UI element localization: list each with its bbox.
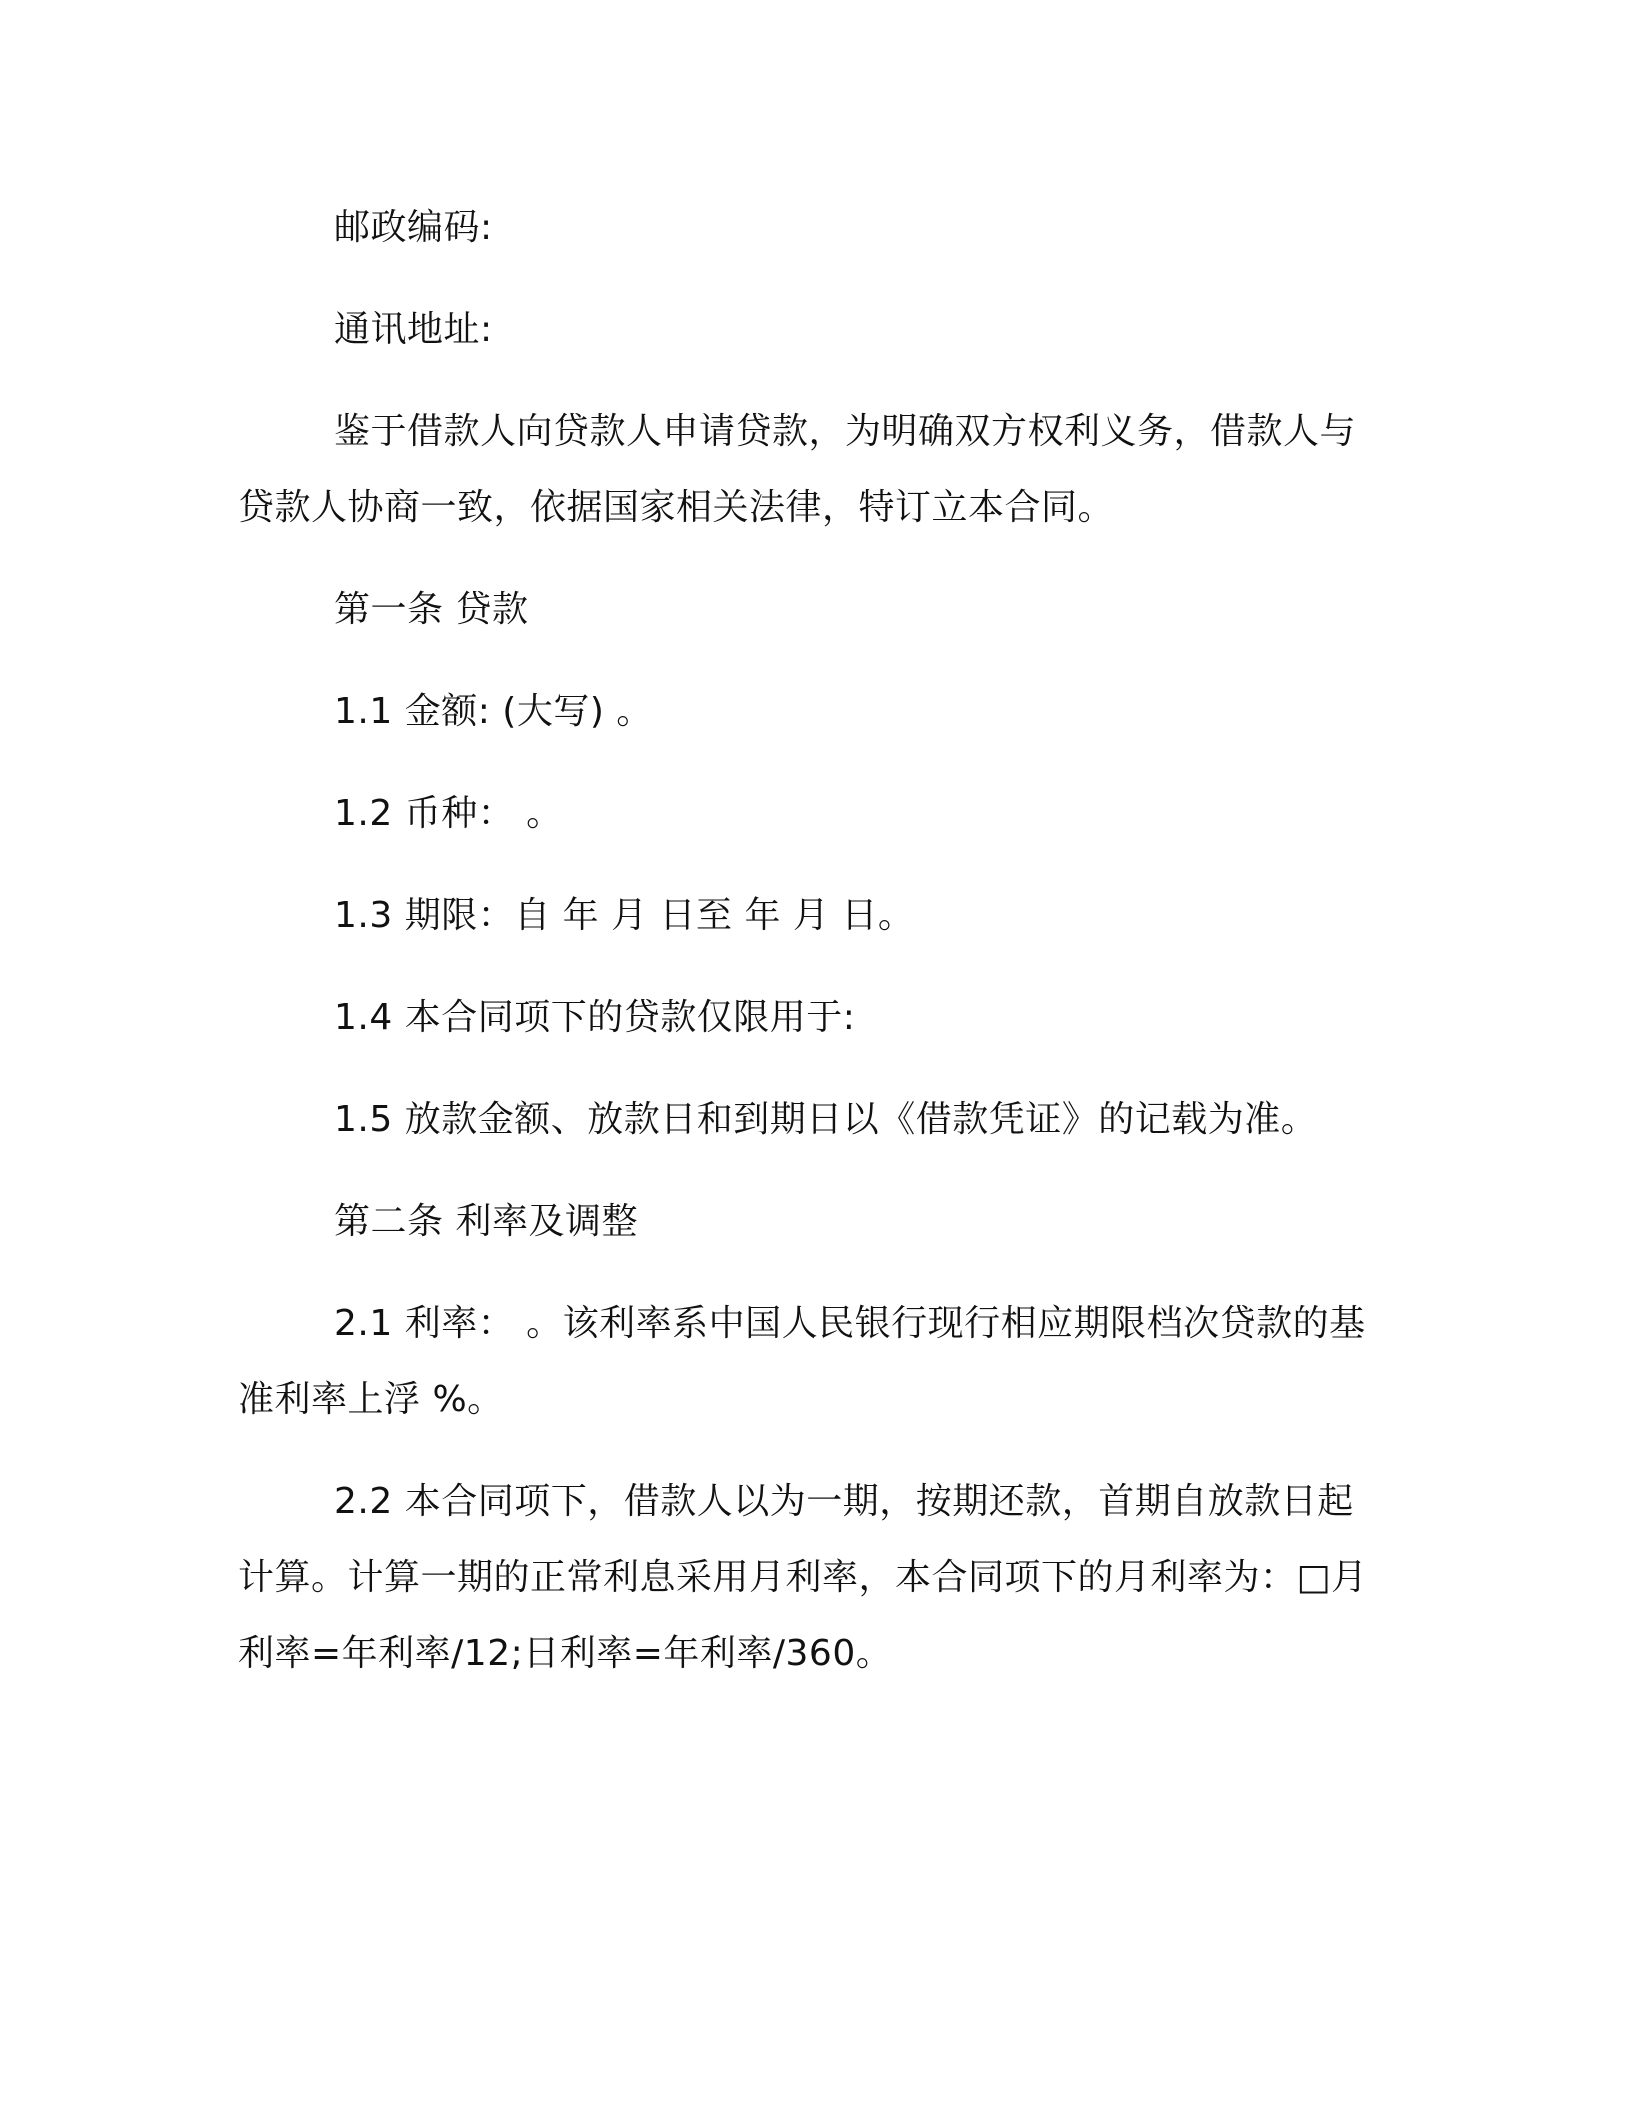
clause-1-4: 1.4 本合同项下的贷款仅限用于: xyxy=(334,997,856,1038)
document-body xyxy=(238,190,1378,1692)
article-2-heading: 第二条 利率及调整 xyxy=(334,1201,638,1242)
clause-1-3: 1.3 期限：自 年 月 日至 年 月 日。 xyxy=(334,895,915,936)
clause-1-5: 1.5 放款金额、放款日和到期日以《借款凭证》的记载为准。 xyxy=(334,1099,1318,1140)
clause-1-1: 1.1 金额: (大写) 。 xyxy=(334,691,653,732)
clause-2-1: 2.1 利率： 。该利率系中国人民银行现行相应期限档次贷款的基准利率上浮 %。 xyxy=(238,1303,1366,1420)
clause-1-2: 1.2 币种： 。 xyxy=(334,793,563,834)
preamble-paragraph: 鉴于借款人向贷款人申请贷款，为明确双方权利义务，借款人与贷款人协商一致，依据国家相关法律，特订立本合同。 xyxy=(238,411,1357,528)
article-1-heading: 第一条 贷款 xyxy=(334,589,529,630)
clause-2-2: 2.2 本合同项下，借款人以为一期，按期还款，首期自放款日起计算。计算一期的正常利息采用月利率，本合同项下的月利率为：□月利率=年利率/12;日利率=年利率/360。 xyxy=(238,1481,1368,1674)
postal-code-line: 邮政编码: xyxy=(334,207,493,248)
mailing-address-line: 通讯地址: xyxy=(334,309,493,350)
